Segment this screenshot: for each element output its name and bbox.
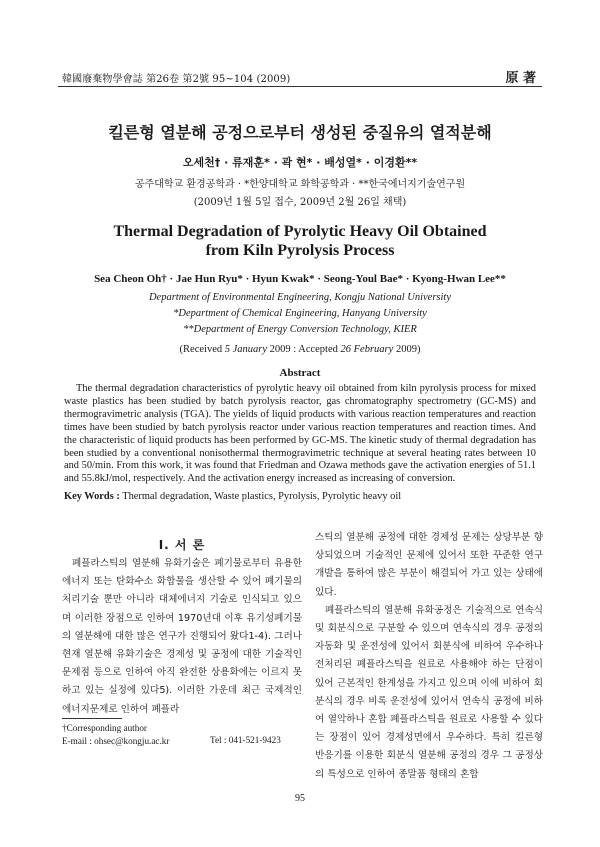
english-received-dates: [0, 344, 600, 355]
english-affiliation-1: Department of Environmental Engineering, Kongju National University: [148, 292, 452, 303]
english-title-line1: Thermal Degradation of Pyrolytic Heavy Oil Obtained: [113, 223, 487, 240]
received-suffix: 2009): [393, 344, 421, 355]
english-title-line2: from Kiln Pyrolysis Process: [205, 242, 395, 259]
footnote: [62, 722, 169, 748]
keywords-label: Key Words :: [64, 491, 120, 502]
page-number: 95: [295, 793, 305, 804]
english-affiliation-2: *Department of Chemical Engineering, Hanyang University: [173, 308, 427, 319]
english-affiliation-3: **Department of Energy Conversion Technology, KIER: [183, 324, 417, 335]
footnote-rule: [62, 718, 122, 719]
keywords: [64, 491, 536, 502]
korean-authors: 오세천† · 류재훈* · 곽 현* · 배성열* · 이경환**: [182, 156, 418, 169]
korean-affiliations: 공주대학교 환경공학과 · *한양대학교 화학공학과 · **한국에너지기술연구원: [134, 179, 466, 190]
intro-right-column: [315, 529, 543, 784]
korean-received-dates: (2009년 1월 5일 접수, 2009년 2월 26일 채택): [193, 197, 407, 208]
english-title: [0, 222, 600, 260]
header-rule: [58, 86, 542, 87]
journal-citation: 韓國廢棄物學會誌 第26卷 第2號 95~104 (2009): [62, 74, 291, 85]
intro-right-paragraph-2: 폐플라스틱의 열분해 유화공정은 기술적으로 연속식 및 회분식으로 구분할 수 있으며 연속식의 경우 공정의 자동화 및 운전성에 있어서 회분식에 비하여 우수하나 전처리된 폐플라스틱을 원료로 사용해야 하는 단점이 있어 근본적인 한계성을 가지고 있으며 이에 비하여 회분식의 경우 비록 운전성에 있어서 연속식 공정에 비하여 열악하나 혼합 폐플라스틱을 원료로 사용할 수 있다는 장점이 있어 경제성면에서 우수하다. 특히 킬른형 반응기를 이용한 회분식 열분해 공정의 경우 그 공정상의 특성으로 인하여 종말품 형태의 혼합: [315, 604, 543, 780]
received-date: 5 January: [224, 344, 268, 355]
abstract-heading: Abstract: [279, 367, 321, 379]
intro-left-column: 폐플라스틱의 열분해 유화기술은 폐기물로부터 유용한 에너지 또는 탄화수소 화합물을 생산할 수 있어 폐기물의 처리기술 뿐만 아니라 대체에너지 기술로 인식되고 있으며 이러한 장점으로 인하여 1970년대 이후 유기성폐기물의 열분해에 대한 많은 연구가 진행되어 왔다1-4). 그러나 현재 열분해 유화기술은 경제성 및 공정에 대한 기술적인 문제점 등으로 인하여 아직 완전한 상용화에는 이르지 못하고 있는 실정에 있다5). 이러한 가운데 최근 국제적인 에너지문제로 인하여 폐플라: [62, 558, 302, 715]
intro-right-paragraph-1: 스틱의 열분해 공정에 대한 경제성 문제는 상당부분 향상되었으며 기술적인 문제에 있어서 또한 꾸준한 연구개발을 통하여 많은 부분이 해결되어 가고 있는 상태에 있다.: [315, 532, 543, 598]
received-mid: 2009 : Accepted: [267, 344, 341, 355]
accepted-date: 26 February: [340, 344, 394, 355]
footnote-corresponding: †Corresponding author: [62, 723, 147, 733]
footnote-telephone: Tel : 041-521-9423: [210, 735, 281, 745]
section-heading-introduction: I. 서 론: [158, 538, 206, 552]
abstract-body: The thermal degradation characteristics of pyrolytic heavy oil obtained from kiln pyrolysis process for mixed waste plastics has been studied by batch pyrolysis reactor, gas chromatography spectrometry (GC-MS) and thermogravimetric analysis (TGA). The yields of liquid products with various reaction temperatures and reaction times have been studied by batch pyrolysis reactor under various reaction temperatures and reaction times. And the characteristic of liquid products has been performed by GC-MS. The kinetic study of thermal degradation has been studied by a conventional nonisothermal thermogravimetric technique at several heating rates between 10 and 50/min. From this work, it was found that Friedman and Ozawa methods gave the activation energies of 51.1 and 55.8kJ/mol, respectively. And the activation energy increased as increasing of conversion.: [64, 383, 536, 485]
received-prefix: (Received: [179, 344, 225, 355]
korean-title: 킬른형 열분해 공정으로부터 생성된 중질유의 열적분해: [108, 123, 492, 142]
footnote-email: E-mail : ohsec@kongju.ac.kr: [62, 736, 170, 746]
english-authors: Sea Cheon Oh† · Jae Hun Ryu* · Hyun Kwak* · Seong-Youl Bae* · Kyong-Hwan Lee**: [94, 273, 506, 285]
article-type-tag: 原 著: [505, 71, 536, 86]
keywords-list: Thermal degradation, Waste plastics, Pyrolysis, Pyrolytic heavy oil: [119, 491, 402, 502]
